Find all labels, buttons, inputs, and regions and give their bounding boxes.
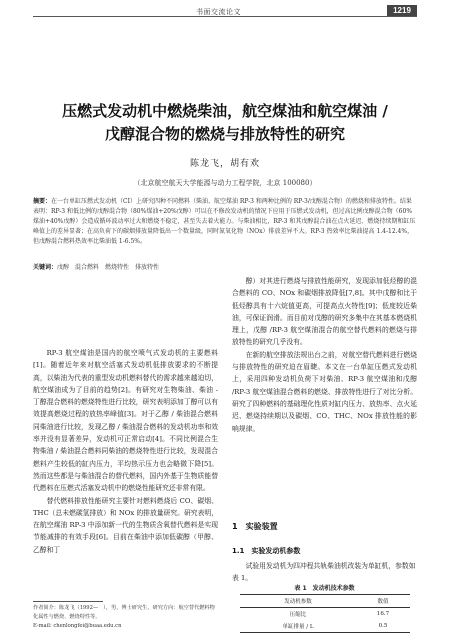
keywords-text: 戊醇 混合燃料 燃烧特性 排放特性 (57, 264, 160, 271)
subsection-heading: 1.1 实验发动机参数 (232, 547, 301, 555)
footnote: 作者简介：陈龙飞（1992— ），男，博士研究生，研究方向：航空替代燃料物化属性与燃烧、燃烧特性等。 E-mail: chenlongfei@buaa.edu.cn (33, 605, 215, 629)
keywords-label: 关键词： (33, 264, 58, 271)
paper-title-line2: 戊醇混合物的燃烧与排放特性的研究 (104, 125, 345, 143)
table-cell: 压缩比 (289, 612, 307, 618)
table-cell: 单缸排量 / L (240, 620, 356, 633)
footnote-rule (33, 601, 103, 602)
page-header (0, 0, 450, 20)
authors: 陈龙飞，胡有欢 (189, 159, 260, 169)
engine-parameters-table (240, 594, 410, 633)
paper-title-line1: 压燃式发动机中燃烧柴油，航空煤油和航空煤油 / (62, 102, 388, 120)
paragraph: RP-3 航空煤油是国内的航空喷气式发动机的主要燃料[1]。随着近年来对航空活塞式发动机低排放要求的不断提高，以柴油为代表的重型发动机燃料替代的需求越来越迫切，航空煤油成为了目前的趋势[2]。有研究对生物柴油、柴油 - 丁醇混合燃料的燃烧特性进行比较，研究表明添加丁醇可以有效提高燃烧过程的放热率峰值[3]。对于乙醇 / 柴油混合燃料同柴油进行比较，发现乙醇 / 柴油混合燃料的发动机功率和效率并没有显著差异，发动机可正常启动[4]。不同比例混合生物柴油 / 柴油混合燃料同柴油的燃烧特性进行比较，发现混合燃料产生较低的缸内压力，平均热示压力也会略微下降[5]。然而这些都是与柴油混合的替代燃料，国内外基于生物质能替代燃料在压燃式活塞发动机中的燃烧性能研究还非常有限。 (33, 349, 218, 493)
right-column (232, 275, 417, 435)
table-row (240, 608, 410, 621)
journal-name: 书面交流论文 (196, 8, 241, 16)
affiliation: （北京航空航天大学能源与动力工程学院，北京 100080） (133, 179, 317, 187)
subsection-text: 试验用发动机为四冲程共轨柴油机改装为单缸机，参数如表 1。 (232, 562, 416, 583)
table-caption: 表 1 发动机技术参数 (294, 585, 355, 592)
paragraph: 在新的航空排放法规出台之前，对航空替代燃料进行燃烧与排放特性的研究迫在眉睫。本文在一台单缸压燃式发动机上，采用四种发动机负荷下对柴油、RP-3 航空煤油和戊醇 /RP-3 航空煤油混合燃料的燃烧、排放特性进行了对比分析。研究了四种燃料的基础理化性质对缸内压力、放热率、点火延迟、燃烧持续期以及碳烟、CO、THC、NOx 排放性能的影响规律。 (232, 350, 417, 433)
header-rule (33, 16, 417, 17)
abstract-label: 摘要： (33, 198, 52, 205)
paragraph: 替代燃料排放性能研究主要针对燃料燃烧后 CO、碳烟、THC（总未燃碳氢排放）和 NOx 的排放量研究。研究表明，在航空煤油 RP-3 中添加新一代的生物质含氧替代燃料是实现节能减排的有效手段[6]。目前在柴油中添加低碳醇（甲醇、乙醇和丁 (33, 496, 218, 554)
abstract-text: 在一台单缸压燃式发动机（CI）上研究四种不同燃料（柴油、航空煤油 RP-3 和两种比例的 RP-3/戊醇混合物）的燃烧和排放特性。结果表明：RP-3 和低比例的戊醇混合物（80%煤油+20%戊醇）可以在不修改发动机的情况下应用于压燃式发动机，但过高比例戊醇混合物（60%煤油+40%戊醇）会造成循环波动率过大和燃烧不稳定，甚至失去着火能力。与柴油相比，RP-3 和其戊醇混合油在点火延迟、燃烧持续期和缸压峰值上的差异显著；在高负荷下的碳烟排放量降低出一个数量级，同时氮氧化物（NOx）排放差异不大。RP-3 热效率比柴油提高 1.4-12.4%，但戊醇混合燃料热效率比柴油低 1-6.5%。 (33, 198, 416, 245)
keywords (33, 262, 417, 271)
table-cell: 0.5 (356, 620, 410, 633)
section-heading: 1 实验装置 (232, 522, 278, 531)
table-header: 数值 (356, 595, 410, 608)
page-number: 1219 (387, 5, 417, 16)
table-row (240, 620, 410, 633)
table-header: 发动机参数 (240, 595, 356, 608)
paragraph: 醇）对其进行燃烧与排放性能研究，发现添加低烃醇的混合燃料的 CO、NOx 和碳烟排放降低[7,8]。其中戊醇和比于低烃醇具有十六烷值更高，可提高点火特性[9]；低度较近柴油，可保证润滑。而目前对戊醇的研究多集中在其基本燃烧机理上，戊醇 /RP-3 航空煤油混合的航空替代燃料的燃烧与排放特性的研究几乎没有。 (232, 277, 417, 347)
abstract (33, 197, 417, 262)
table-cell: 16.7 (376, 611, 390, 617)
left-column (33, 347, 218, 556)
